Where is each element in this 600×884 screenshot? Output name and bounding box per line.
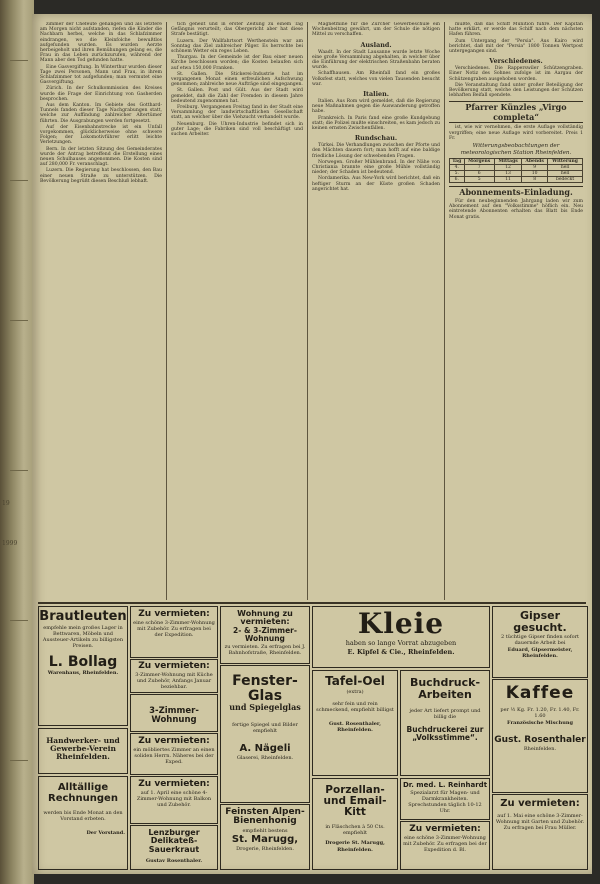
article-paragraph: Verschiedenes. Die Rapperswiler Schützengraben. Einer Notiz des Sohnes zufolge ist im Aargau der Schützengraben ausgehoben worden. xyxy=(449,66,583,82)
text-column-3 xyxy=(312,22,440,600)
weather-header: Witterung xyxy=(548,159,583,165)
weather-cell: 8 xyxy=(522,177,548,183)
ad-title: Buchdruck-Arbeiten xyxy=(409,676,481,701)
ad-title: Porzellan- und Email-Kitt xyxy=(323,784,387,819)
article-paragraph: mußte, daß das Schiff Munition führe. Der Kapitän hatte erklärt, er werde das Schiff nach dem nächsten Hafen führen. xyxy=(449,22,583,38)
ad-text: eine schöne 3-Zimmer-Wohnung mit Zubehör. Zu erfragen bei der Expedition d. Bl. xyxy=(403,835,487,854)
ad-handwerker-verein xyxy=(38,728,128,774)
ad-wohnung-zu-vermieten xyxy=(220,606,310,664)
article-paragraph: Luzern. Der Wallfahrtsort Werthenstein war am Sonntag das Ziel zahlreicher Pilger. Es herrschte bei schönem Wetter ein reges Leben. xyxy=(171,38,303,55)
article-paragraph: Italien. Aus Rom wird gemeldet, daß die Regierung neue Maßnahmen gegen die Auswanderung getroffen habe. xyxy=(312,99,440,115)
ad-name: Drogerie St. Marugg, xyxy=(325,840,385,847)
article-paragraph: Frankreich. In Paris fand eine große Kundgebung statt; die Polizei mußte einschreiten, es kam jedoch zu keinen ernsten Zwischenfällen. xyxy=(312,115,440,132)
ad-text: sehr fein und rein schmeckend, empfiehlt billigst xyxy=(316,700,394,713)
ad-sub: 2- & 3-Zimmer-Wohnung xyxy=(233,625,297,643)
ad-kaffee xyxy=(492,679,588,793)
ad-fenster-glas xyxy=(220,665,310,803)
ad-text: zu vermieten. Zu erfragen bei J. Bahnhofstraße, Rheinfelden. xyxy=(224,643,306,656)
weather-header: Mittags xyxy=(494,159,521,165)
ad-text: auf 1. April eine schöne 4-Zimmer-Wohnung mit Balkon und Zubehör. xyxy=(136,790,212,809)
weather-header: Morgens xyxy=(464,159,494,165)
ad-sign: Der Vorstand. xyxy=(86,830,125,836)
ad-title: Zu vermieten: xyxy=(138,661,210,671)
text-column-2 xyxy=(171,22,303,600)
ad-name: Dr. med. L. Reinhardt xyxy=(402,781,488,789)
ad-text: ein möbliertes Zimmer an einen soliden Herrn. Näheres bei der Exped. xyxy=(133,747,215,766)
ad-title: 3-Zimmer-Wohnung xyxy=(149,706,199,725)
ad-sign: Rheinfelden. xyxy=(523,746,557,753)
ad-brautleuten xyxy=(38,606,128,726)
article-paragraph: Norwegen. Großer Mühlenbrand. In der Nähe von Christiania brannte eine große Mühle vollständig nieder; der Schaden ist bedeutend. xyxy=(312,159,440,176)
ad-title: Zu vermieten: xyxy=(138,736,210,746)
ad-title: Gipser gesucht. xyxy=(513,609,567,634)
ad-name: Buchdruckerei zur „Volksstimme“. xyxy=(406,725,484,742)
ad-gipser-gesucht xyxy=(492,606,588,678)
weather-header: Tag xyxy=(450,159,465,165)
ad-text: 2 tüchtige Gipser finden sofort dauernde Arbeit bei xyxy=(500,634,580,647)
ad-zu-vermieten-4 xyxy=(130,776,218,824)
article-paragraph: Zum Untergang der "Persia". Aus Kairo wird berichtet, daß mit der "Persia" 1800 Tonnen Wertpost untergegangen sind. xyxy=(449,38,583,55)
ad-text: 3-Zimmer-Wohnung mit Küche und Zubehör, Anfangs Januar beziehbar. xyxy=(135,672,213,691)
ad-zu-vermieten-3 xyxy=(130,733,218,775)
article-paragraph: Bern. In der letzten Sitzung des Gemeinderates wurde der Antrag betreffend die Erstellung eines neuen Schulhauses angenommen. Die Kosten sind auf 280,000 Fr. veranschlagt. xyxy=(40,146,162,168)
ad-text: in Fläschchen à 50 Cts. empfiehlt xyxy=(325,824,385,837)
ad-name: A. Nägeli xyxy=(239,742,291,754)
article-paragraph: Auf der Eisenbahnstrecke ist ein Unfall vorgekommen, glücklicherweise ohne schwere Folgen; der Lokomotivführer erlitt leichte Verletzungen. xyxy=(40,124,162,146)
text-column-1 xyxy=(40,22,162,600)
weather-title: Witterungsbeobachtungen der meteorologischen Station Rheinfelden. xyxy=(460,143,572,157)
ad-rechnungen xyxy=(38,776,128,870)
ad-text: werden bis Ende Monat an den Vorstand erbeten. xyxy=(43,810,123,822)
ad-title: Fenster-Glas xyxy=(232,673,298,704)
abonnement-title: Abonnements-Einladung. xyxy=(449,186,583,197)
weather-cell: 5 xyxy=(464,177,494,183)
weather-cell: 5. xyxy=(450,171,465,177)
weather-cell: 6. xyxy=(450,177,465,183)
article-paragraph: Neuenburg. Die Uhren-Industrie befindet sich in guter Lage; die Fabriken sind voll beschäftigt und suchen Arbeiter. xyxy=(171,121,303,138)
article-paragraph: Türkei. Die Verhandlungen zwischen der Pforte und den Mächten dauern fort; man hofft auf eine baldige friedliche Lösung der schwebenden Fragen. xyxy=(312,143,440,159)
text-column-4 xyxy=(449,22,583,600)
ad-title: Lenzburger Delikateß-Sauerkraut xyxy=(148,828,200,854)
ad-title: Brautleuten xyxy=(39,609,127,624)
ad-sub: und Spiegelglas xyxy=(229,702,301,713)
ad-name: Gust. Rosenthaler xyxy=(494,734,586,745)
ad-sub: Warenhaus, Rheinfelden. xyxy=(47,670,119,677)
article-paragraph: Waadt. In der Stadt Lausanne wurde letzte Woche eine große Versammlung abgehalten, in welcher über die Einführung der elektrischen Straßenbahn beraten wurde. xyxy=(312,49,440,71)
ad-kleie xyxy=(312,606,490,668)
weather-cell: 7 xyxy=(464,165,494,171)
weather-table xyxy=(449,158,583,183)
weather-cell: bedeckt xyxy=(548,177,583,183)
ad-zu-vermieten-6 xyxy=(492,794,588,870)
ad-title: Zu vermieten: xyxy=(500,798,580,809)
ad-sign: Drogerie, Rheinfelden. xyxy=(236,846,294,853)
ad-bienenhonig xyxy=(220,804,310,870)
ad-name: Eduard, Gipsermeister, Rheinfelden. xyxy=(507,647,573,660)
article-paragraph: ist, wie wir vernehmen, die erste Auflage vollständig vergriffen; eine neue Auflage wird vorbereitet. Preis 1 Fr. xyxy=(449,125,583,141)
article-paragraph: Zürich. In der Schulkommission des Kreises wurde die Frage der Einrichtung von Gasherden besprochen. xyxy=(40,86,162,102)
ad-title: Feinsten Alpen-Bienenhonig xyxy=(225,807,305,827)
newspaper-page xyxy=(32,14,592,874)
weather-cell: 11 xyxy=(494,177,521,183)
ad-dr-reinhardt xyxy=(400,778,490,820)
weather-cell: 13 xyxy=(494,171,521,177)
binding-spine xyxy=(0,0,34,884)
ad-zu-vermieten-2 xyxy=(130,659,218,693)
ad-title: Handwerker- und Gewerbe-Verein Rheinfelden. xyxy=(46,736,120,761)
article-paragraph: St. Gallen. Die Stickerei-Industrie hat im vergangenen Monat einen erfreulichen Aufschwung genommen; zahlreiche neue Aufträge sind eingegangen. xyxy=(171,71,303,88)
weather-cell: 4. xyxy=(450,165,465,171)
ad-sign: Gustav Rosenthaler. xyxy=(145,858,203,865)
weather-cell: hell xyxy=(548,165,583,171)
article-paragraph: Für den neubeginnenden Jahrgang laden wir zum Abonnement auf den "Volksstimme" höflich ein. Neu eintretende Abonnenten erhalten das Blatt bis Ende Monat gratis. xyxy=(449,199,583,220)
article-paragraph: Thurgau. In der Gemeinde ist der Bau einer neuen Kirche beschlossen worden; die Kosten belaufen sich auf etwa 150,000 Franken. xyxy=(171,55,303,71)
ad-porzellan-kitt xyxy=(312,778,398,870)
ad-text: jeder Art liefert prompt und billig die xyxy=(409,708,481,721)
ad-title: Wohnung zu vermieten: xyxy=(237,609,293,627)
ad-zu-vermieten-5 xyxy=(400,821,490,870)
article-paragraph: Nordamerika. Aus New-York wird berichtet, daß ein heftiger Sturm an der Küste großen Schaden angerichtet hat. xyxy=(312,176,440,192)
article-paragraph: Schaffhausen. Am Rheinfall fand ein großes Volksfest statt, welches von vielen Tausenden besucht war. xyxy=(312,71,440,87)
ad-text: fertige Spiegel und Bilder empfiehlt xyxy=(232,721,298,734)
ad-title: Kleie xyxy=(357,607,445,640)
article-paragraph: Eine Gasvergiftung. In Winterthur wurden dieser Tage zwei Personen, Mann und Frau, in ihrem Schlafzimmer tot aufgefunden; man vermutet eine Gasvergiftung. xyxy=(40,64,162,86)
article-paragraph: Luzern. Die Regierung hat beschlossen, den Bau einer neuen Straße zu unterstützen. Die Bevölkerung begrüßt diesen Beschluß lebhaft. xyxy=(40,168,162,184)
ad-sub: Französische Mischung xyxy=(507,719,573,726)
article-paragraph: Aus dem Kanton. Im Gebiete des Gotthard-Tunnels fanden dieser Tage Nachgrabungen statt, welche zur Auffindung zahlreicher Altertümer führten. Die Ausgrabungen werden fortgesetzt. xyxy=(40,103,162,124)
ad-sign: Rheinfelden. xyxy=(337,847,373,854)
weather-cell: 9 xyxy=(522,165,548,171)
ad-title: Zu vermieten: xyxy=(409,824,481,834)
pfarrer-title: Pfarrer Künzles „Virgo completa“ xyxy=(449,101,583,123)
ad-3-zimmer-wohnung xyxy=(130,694,218,732)
ad-title: Zu vermieten: xyxy=(138,609,210,619)
ad-text: empfiehlt bestens xyxy=(242,827,288,834)
article-paragraph: zimmer der Chefeute gehangen und als letztere am Morgen nicht aufstanden, riefen die Kinder die Nachbarn herbei, welche in das Schlafzimmer eindrangen, wo die Kleinfolche bewußtlos aufgefunden wurden. Es wurden Aerzte herbeigeholt und ihren Bemühungen gelang es, die Frau in das Leben zurückzurufen, während der Mann aber den Tod gefunden hatte. xyxy=(40,22,162,64)
ad-text: per ½ Kg. Fr. 1.20, Fr. 1.40, Fr. 1.60 xyxy=(500,706,580,719)
weather-header: Abends xyxy=(522,159,548,165)
weather-cell: hell xyxy=(548,171,583,177)
ad-text: eine schöne 3-Zimmer-Wohnung mit Zubehör. Zu erfragen bei der Expedition. xyxy=(133,620,215,639)
ad-title: Kaffee xyxy=(505,683,575,703)
ad-name: St. Marugg, xyxy=(231,833,299,845)
ad-text: haben so lange Vorrat abzugeben xyxy=(345,639,457,648)
ad-title: Tafel-Oel xyxy=(325,674,385,688)
ad-name: E. Kipfel & Cie., Rheinfelden. xyxy=(347,648,455,657)
weather-cell: 12 xyxy=(494,165,521,171)
section-heading: Italien. xyxy=(363,90,389,99)
spine-mark: 1999 xyxy=(2,540,18,547)
article-paragraph: Die Veranstaltung fand unter großer Beteiligung der Bevölkerung statt, welche den Leistungen der Schützen lebhaften Beifall spendete. xyxy=(449,82,583,99)
article-paragraph: St. Gallen. Post und Gült. Aus der Stadt wird gemeldet, daß die Zahl der Fremden in diesem Jahre bedeutend zugenommen hat. xyxy=(171,88,303,104)
section-heading: Ausland. xyxy=(360,40,392,49)
section-heading: Verschiedenes. xyxy=(489,57,543,66)
ad-name: L. Bollag xyxy=(48,653,118,670)
weather-cell: 6 xyxy=(464,171,494,177)
spine-mark: 19 xyxy=(2,500,10,507)
ad-sign: Glaserei, Rheinfelden. xyxy=(236,755,294,762)
ad-title: Zu vermieten: xyxy=(138,779,210,789)
ad-text: empfehle mein großes Lager in Bettwaren, Möbeln und Aussteuer-Artikeln zu billigsten Preisen. xyxy=(42,624,124,649)
article-paragraph: Magnetmine für die Zürcher Gewerbeschule ein Wochenbeitrag gewährt, um der Schule die nötigen Mittel zu verschaffen. xyxy=(312,22,440,38)
ad-tafel-oel xyxy=(312,670,398,776)
ad-text: auf 1. Mai eine schöne 3-Zimmer-Wohnung mit Garten und Zubehör. Zu erfragen bei Frau Müller. xyxy=(495,812,585,831)
article-paragraph: Freiburg. Vergangenen Freitag fand in der Stadt eine Versammlung der landwirtschaftlichen Gesellschaft statt, an welcher über die Viehzucht verhandelt wurde. xyxy=(171,105,303,121)
ad-sub: (extra) xyxy=(346,688,364,695)
advertisements-section xyxy=(32,604,592,874)
article-paragraph: tich geheilt und in erster Zeitung zu einem Tag Gefängnis verurteilt; das Obergericht aber hat diese Strafe bestätigt. xyxy=(171,22,303,38)
ad-sign: Gust. Rosenthaler, Rheinfelden. xyxy=(329,720,381,733)
ad-sauerkraut xyxy=(130,825,218,870)
section-heading: Rundschau. xyxy=(354,134,398,143)
ad-buchdruck-arbeiten xyxy=(400,670,490,776)
ad-text: Spezialarzt für Magen- und Darmkrankheiten. Sprechstunden täglich 10-12 Uhr. xyxy=(408,790,482,815)
ad-zu-vermieten-1 xyxy=(130,606,218,658)
weather-cell: 10 xyxy=(522,171,548,177)
ad-title: Alltällige Rechnungen xyxy=(48,782,118,804)
